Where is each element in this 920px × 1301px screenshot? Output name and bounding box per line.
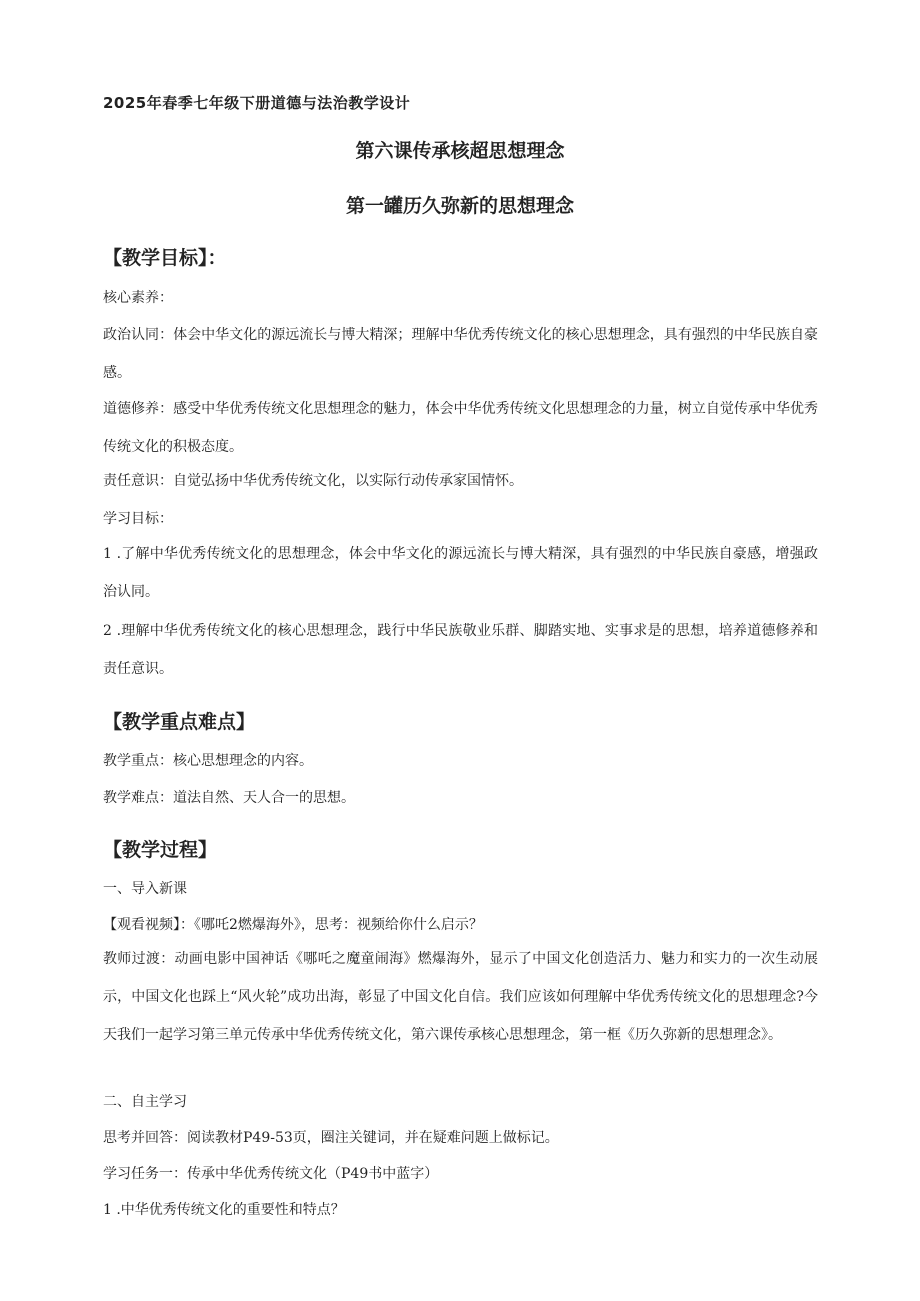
learning-goals-label: 学习目标：: [103, 511, 173, 527]
learning-task-1: 学习任务一：传承中华优秀传统文化（P49书中蓝字）: [103, 1166, 439, 1182]
process-heading: 【教学过程】: [103, 839, 218, 861]
moral-cultivation-paragraph: 道德修养：感受中华优秀传统文化思想理念的魅力，体会中华优秀传统文化思想理念的力量，树立自觉传承中华优秀传统文化的积极态度。: [103, 401, 818, 455]
video-prompt: 【观看视频】：《哪吒2燃爆海外》，思考：视频给你什么启示？: [103, 917, 483, 933]
lesson-title: 第六课传承核超思想理念: [355, 140, 565, 162]
objectives-heading: 【教学目标】：: [103, 247, 227, 269]
document-header: 2025年春季七年级下册道德与法治教学设计: [103, 94, 411, 112]
core-literacy-label: 核心素养：: [103, 290, 173, 306]
learning-goal-2: 2 .理解中华优秀传统文化的核心思想理念，践行中华民族敬业乐群、脚踏实地、实事求是的思想，培养道德修养和责任意识。: [103, 623, 818, 677]
reading-instruction: 思考并回答：阅读教材P49-53页，圈注关键词，并在疑难问题上做标记。: [103, 1130, 559, 1146]
teacher-transition-paragraph: 教师过渡：动画电影中国神话《哪吒之魔童闹海》燃爆海外，显示了中国文化创造活力、魅力和实力的一次生动展示，中国文化也踩上“风火轮”成功出海，彰显了中国文化自信。我们应该如何理解中华优秀传统文化的思想理念?今天我们一起学习第三单元传承中华优秀传统文化，第六课传承核心思想理念，第一框《历久弥新的思想理念》。: [103, 951, 818, 1043]
learning-goal-1: 1 .了解中华优秀传统文化的思想理念，体会中华文化的源远流长与博大精深，具有强烈的中华民族自豪感，增强政治认同。: [103, 546, 818, 600]
step-introduction: 一、导入新课: [103, 881, 187, 897]
teaching-difficulty: 教学难点：道法自然、天人合一的思想。: [103, 790, 355, 806]
political-identity-paragraph: 政治认同：体会中华文化的源远流长与博大精深；理解中华优秀传统文化的核心思想理念，具有强烈的中华民族自豪感。: [103, 327, 818, 381]
key-points-heading: 【教学重点难点】: [103, 711, 256, 733]
step-self-study: 二、自主学习: [103, 1094, 187, 1110]
responsibility-paragraph: 责任意识：自觉弘扬中华优秀传统文化，以实际行动传承家国情怀。: [103, 473, 523, 489]
teaching-focus: 教学重点：核心思想理念的内容。: [103, 753, 313, 769]
question-1: 1 .中华优秀传统文化的重要性和特点？: [103, 1202, 345, 1218]
section-title: 第一罐历久弥新的思想理念: [345, 195, 574, 217]
